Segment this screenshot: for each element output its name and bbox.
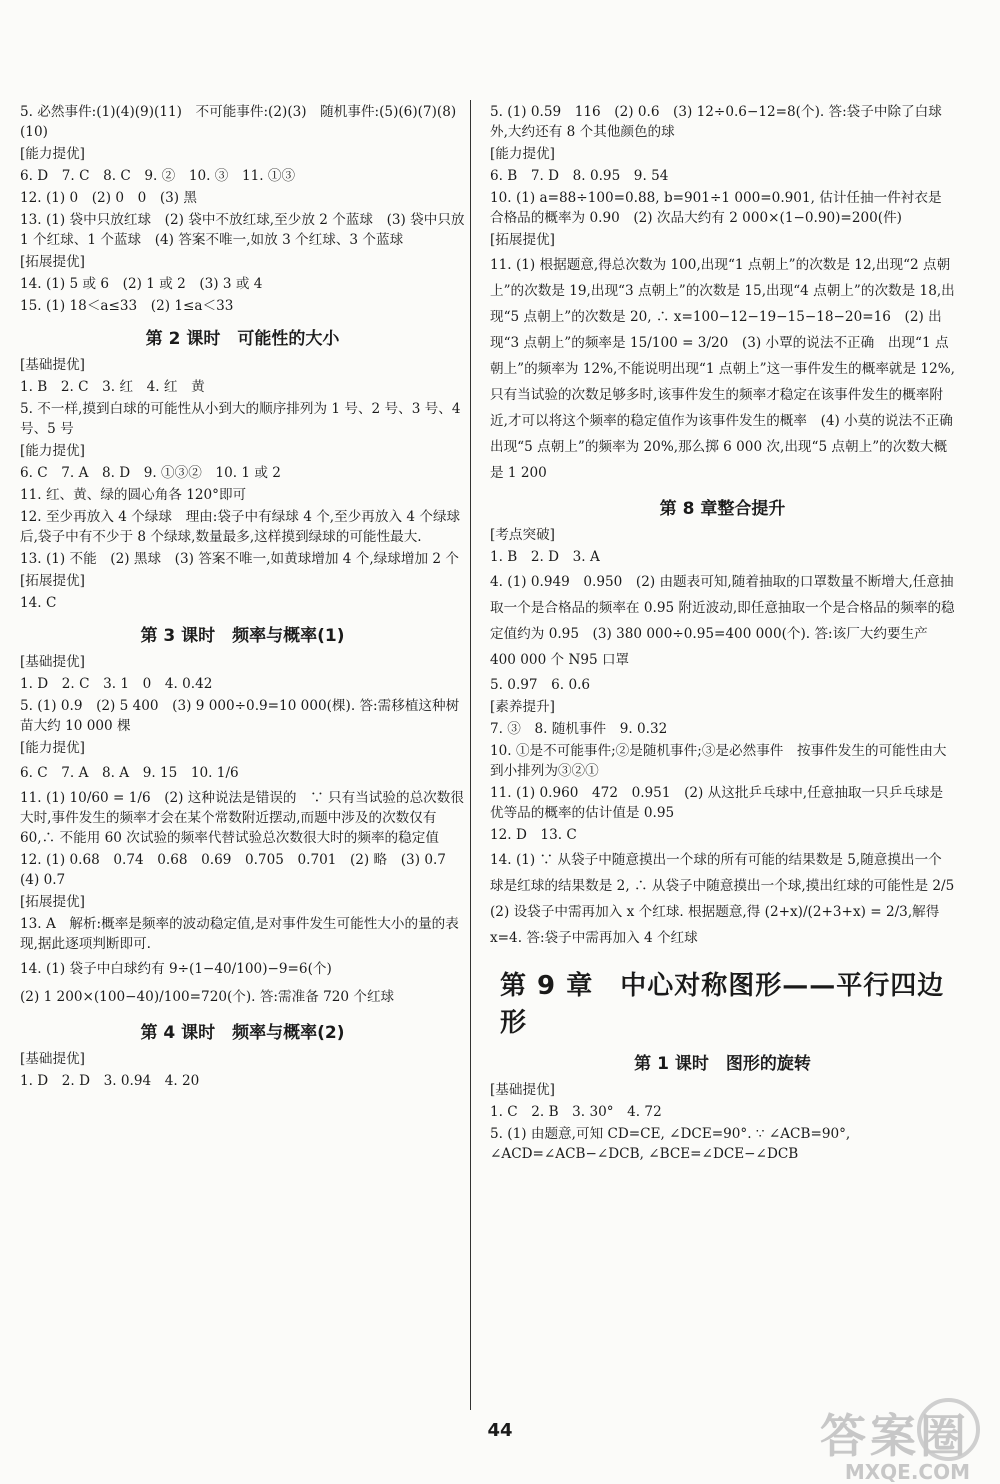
answer-line: 14. (1) ∵ 从袋子中随意摸出一个球的所有可能的结果数是 5,随意摸出一个球是红球的结果数是 2, ∴ 从袋子中随意摸出一个球,摸出红球的可能性是 2/5 (2) 设袋子中需再加入 x 个红球. 根据题意,得 (2+x)/(2+3+x) = 2/3,解得 x=4. 答:袋子中需再加入 4 个红球 xyxy=(490,852,968,946)
chapter-summary-title: 第 8 章整合提升 xyxy=(659,499,786,519)
watermark xyxy=(820,1400,970,1484)
watermark-bottom: MXQE.COM xyxy=(844,1460,970,1484)
answer-line: 12. (1) 0 (2) 0 0 (3) 黑 xyxy=(20,190,197,206)
section-tag: [基础提优] xyxy=(20,1051,85,1067)
lesson-title: 第 1 课时 图形的旋转 xyxy=(634,1054,811,1074)
section-tag: [能力提优] xyxy=(20,146,85,162)
answer-line: 11. 红、黄、绿的圆心角各 120°即可 xyxy=(20,487,247,503)
answer-line: 5. (1) 0.9 (2) 5 400 (3) 9 000÷0.9=10 000(棵). 答:需移植这种树苗大约 10 000 棵 xyxy=(20,698,460,734)
answer-line: 5. 0.97 6. 0.6 xyxy=(490,677,591,693)
column-divider xyxy=(470,100,471,1410)
answer-line: 10. ①是不可能事件;②是随机事件;③是必然事件 按事件发生的可能性由大到小排列为③②① xyxy=(490,743,947,779)
answer-line: 6. D 7. C 8. C 9. ② 10. ③ 11. ①③ xyxy=(20,168,296,184)
section-tag: [素养提升] xyxy=(490,699,555,715)
right-column xyxy=(490,100,968,1166)
answer-line: 6. B 7. D 8. 0.95 9. 54 xyxy=(490,168,669,184)
answer-line: 11. (1) 0.960 472 0.951 (2) 从这批乒乓球中,任意抽取一只乒乓球是优等品的概率的估计值是 0.95 xyxy=(490,785,944,821)
answer-line: 13. A 解析:概率是频率的波动稳定值,是对事件发生可能性大小的量的表现,据此逐项判断即可. xyxy=(20,916,459,952)
page-number: 44 xyxy=(487,1420,513,1441)
left-column xyxy=(20,100,469,1093)
section-tag: [能力提优] xyxy=(20,443,85,459)
section-tag: [拓展提优] xyxy=(490,232,555,248)
answer-line: 7. ③ 8. 随机事件 9. 0.32 xyxy=(490,721,668,737)
answer-line: 14. (1) 5 或 6 (2) 1 或 2 (3) 3 或 4 xyxy=(20,276,263,292)
answer-line: 4. (1) 0.949 0.950 (2) 由题表可知,随着抽取的口罩数量不断增大,任意抽取一个是合格品的频率在 0.95 附近波动,即任意抽取一个是合格品的频率的稳定值约为 0.95 (3) 380 000÷0.95=400 000(个). 答:该厂大约要生产 400 000 个 N95 口罩 xyxy=(490,574,955,668)
answer-line: 1. C 2. B 3. 30° 4. 72 xyxy=(490,1104,662,1120)
section-tag: [考点突破] xyxy=(490,527,555,543)
answer-line: 5. 不一样,摸到白球的可能性从小到大的顺序排列为 1 号、2 号、3 号、4 号、5 号 xyxy=(20,401,465,437)
answer-line: 12. 至少再放入 4 个绿球 理由:袋子中有绿球 4 个,至少再放入 4 个绿球后,袋子中有不少于 8 个绿球,数量最多,这样摸到绿球的可能性最大. xyxy=(20,509,461,545)
section-tag: [基础提优] xyxy=(20,654,85,670)
answer-line: 1. D 2. C 3. 1 0 4. 0.42 xyxy=(20,676,213,692)
answer-line: 6. C 7. A 8. A 9. 15 10. 1/6 xyxy=(20,765,239,781)
lesson-title: 第 3 课时 频率与概率(1) xyxy=(140,626,345,646)
answer-line: 14. C xyxy=(20,595,57,611)
section-tag: [基础提优] xyxy=(490,1082,555,1098)
answer-line: 13. (1) 袋中只放红球 (2) 袋中不放红球,至少放 2 个蓝球 (3) 袋中只放 1 个红球、1 个蓝球 (4) 答案不唯一,如放 3 个红球、3 个蓝球 xyxy=(20,212,469,248)
answer-line: 12. D 13. C xyxy=(490,827,577,843)
section-tag: [能力提优] xyxy=(490,146,555,162)
section-tag: [拓展提优] xyxy=(20,254,85,270)
answer-line: 15. (1) 18＜a≤33 (2) 1≤a＜33 xyxy=(20,298,234,314)
answer-line: 5. (1) 0.59 116 (2) 0.6 (3) 12÷0.6−12=8(个). 答:袋子中除了白球外,大约还有 8 个其他颜色的球 xyxy=(490,104,942,140)
answer-line: 5. (1) 由题意,可知 CD=CE, ∠DCE=90°. ∵ ∠ACB=90°, ∠ACD=∠ACB−∠DCB, ∠BCE=∠DCE−∠DCB xyxy=(490,1126,855,1162)
answer-line: 1. D 2. D 3. 0.94 4. 20 xyxy=(20,1073,200,1089)
answer-line: 1. B 2. D 3. A xyxy=(490,549,600,565)
answer-line: 13. (1) 不能 (2) 黑球 (3) 答案不唯一,如黄球增加 4 个,绿球增加 2 个 xyxy=(20,551,459,567)
answer-line: (2) 1 200×(100−40)/100=720(个). 答:需准备 720 个红球 xyxy=(20,989,395,1005)
chapter-title: 第 9 章 中心对称图形——平行四边形 xyxy=(500,971,945,1038)
section-tag: [基础提优] xyxy=(20,357,85,373)
section-tag: [能力提优] xyxy=(20,740,85,756)
watermark-top: 答案圈 xyxy=(820,1409,970,1463)
section-tag: [拓展提优] xyxy=(20,894,85,910)
lesson-title: 第 2 课时 可能性的大小 xyxy=(145,329,340,349)
answer-line: 11. (1) 根据题意,得总次数为 100,出现“1 点朝上”的次数是 12,出现“2 点朝上”的次数是 19,出现“3 点朝上”的次数是 15,出现“4 点朝上”的次数是 18,出现“5 点朝上”的次数是 20, ∴ x=100−12−19−15−18−20=16 (2) 出现“3 点朝上”的频率是 15/100 = 3/20 (3) 小覃的说法不正确 出现“1 点朝上”的频率为 12%,不能说明出现“1 点朝上”这一事件发生的概率就是 12%,只有当试验的次数足够多时,该事件发生的频率才稳定在该事件发生的概率附近,才可以将这个频率的稳定值作为该事件发生的概率 (4) 小莫的说法不正确 出现“5 点朝上”的频率为 20%,那么掷 6 000 次,出现“5 点朝上”的次数大概是 1 200 xyxy=(490,257,967,481)
answer-line: 14. (1) 袋子中白球约有 9÷(1−40/100)−9=6(个) xyxy=(20,961,332,977)
answer-line: 6. C 7. A 8. D 9. ①③② 10. 1 或 2 xyxy=(20,465,281,481)
answer-line: 1. B 2. C 3. 红 4. 红 黄 xyxy=(20,379,205,395)
lesson-title: 第 4 课时 频率与概率(2) xyxy=(140,1023,345,1043)
answer-line: 5. 必然事件:(1)(4)(9)(11) 不可能事件:(2)(3) 随机事件:(5)(6)(7)(8)(10) xyxy=(20,104,457,140)
section-tag: [拓展提优] xyxy=(20,573,85,589)
answer-line: 12. (1) 0.68 0.74 0.68 0.69 0.705 0.701 (2) 略 (3) 0.7 (4) 0.7 xyxy=(20,852,460,888)
answer-line: 10. (1) a=88÷100=0.88, b=901÷1 000=0.901, 估计任抽一件衬衣是合格品的概率为 0.90 (2) 次品大约有 2 000×(1−0.90)=200(件) xyxy=(490,190,942,226)
answer-line: 11. (1) 10/60 = 1/6 (2) 这种说法是错误的 ∵ 只有当试验的总次数很大时,事件发生的频率才会在某个常数附近摆动,而题中涉及的次数仅有 60,∴ 不能用 60 次试验的频率代替试验总次数很大时的频率的稳定值 xyxy=(20,790,464,846)
